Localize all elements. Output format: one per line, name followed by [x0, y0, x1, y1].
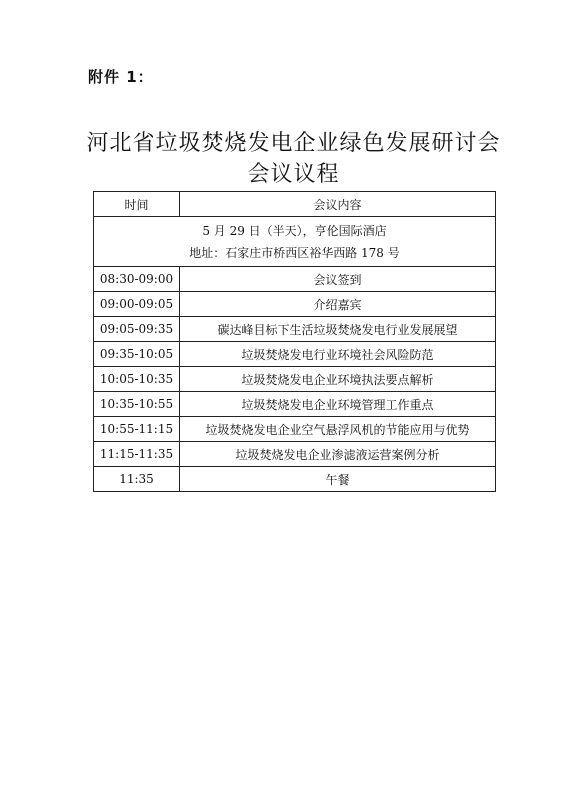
row-time: 10:35-10:55 [94, 392, 180, 417]
row-content: 介绍嘉宾 [180, 292, 496, 317]
row-time: 08:30-09:00 [94, 267, 180, 292]
row-time: 09:35-10:05 [94, 342, 180, 367]
venue-cell [94, 217, 496, 267]
table-row [94, 292, 496, 317]
row-time: 11:35 [94, 467, 180, 492]
row-content: 垃圾焚烧发电企业环境执法要点解析 [180, 367, 496, 392]
row-time: 10:05-10:35 [94, 367, 180, 392]
venue-date: 5 月 29 日（半天），亨伦国际酒店 [202, 223, 387, 238]
row-content: 垃圾焚烧发电企业环境管理工作重点 [180, 392, 496, 417]
row-content: 午餐 [180, 467, 496, 492]
row-content: 垃圾焚烧发电企业渗滤液运营案例分析 [180, 442, 496, 467]
row-time: 10:55-11:15 [94, 417, 180, 442]
table-header-row [94, 192, 496, 217]
table-row [94, 467, 496, 492]
agenda-table [93, 191, 496, 492]
row-content: 会议签到 [180, 267, 496, 292]
table-row [94, 367, 496, 392]
table-row [94, 317, 496, 342]
header-time: 时间 [94, 192, 180, 217]
table-row [94, 392, 496, 417]
table-row [94, 417, 496, 442]
attachment-label: 附件 1： [88, 68, 154, 86]
header-content: 会议内容 [180, 192, 496, 217]
venue-address: 地址：石家庄市桥西区裕华西路 178 号 [189, 245, 400, 260]
venue-row [94, 217, 496, 267]
table-row [94, 342, 496, 367]
row-time: 11:15-11:35 [94, 442, 180, 467]
document-subtitle: 会议议程 [247, 162, 340, 187]
row-content: 碳达峰目标下生活垃圾焚烧发电行业发展展望 [180, 317, 496, 342]
table-row [94, 442, 496, 467]
table-row [94, 267, 496, 292]
row-content: 垃圾焚烧发电企业空气悬浮风机的节能应用与优势 [180, 417, 496, 442]
row-content: 垃圾焚烧发电行业环境社会风险防范 [180, 342, 496, 367]
row-time: 09:05-09:35 [94, 317, 180, 342]
row-time: 09:00-09:05 [94, 292, 180, 317]
document-title: 河北省垃圾焚烧发电企业绿色发展研讨会 [86, 131, 501, 156]
